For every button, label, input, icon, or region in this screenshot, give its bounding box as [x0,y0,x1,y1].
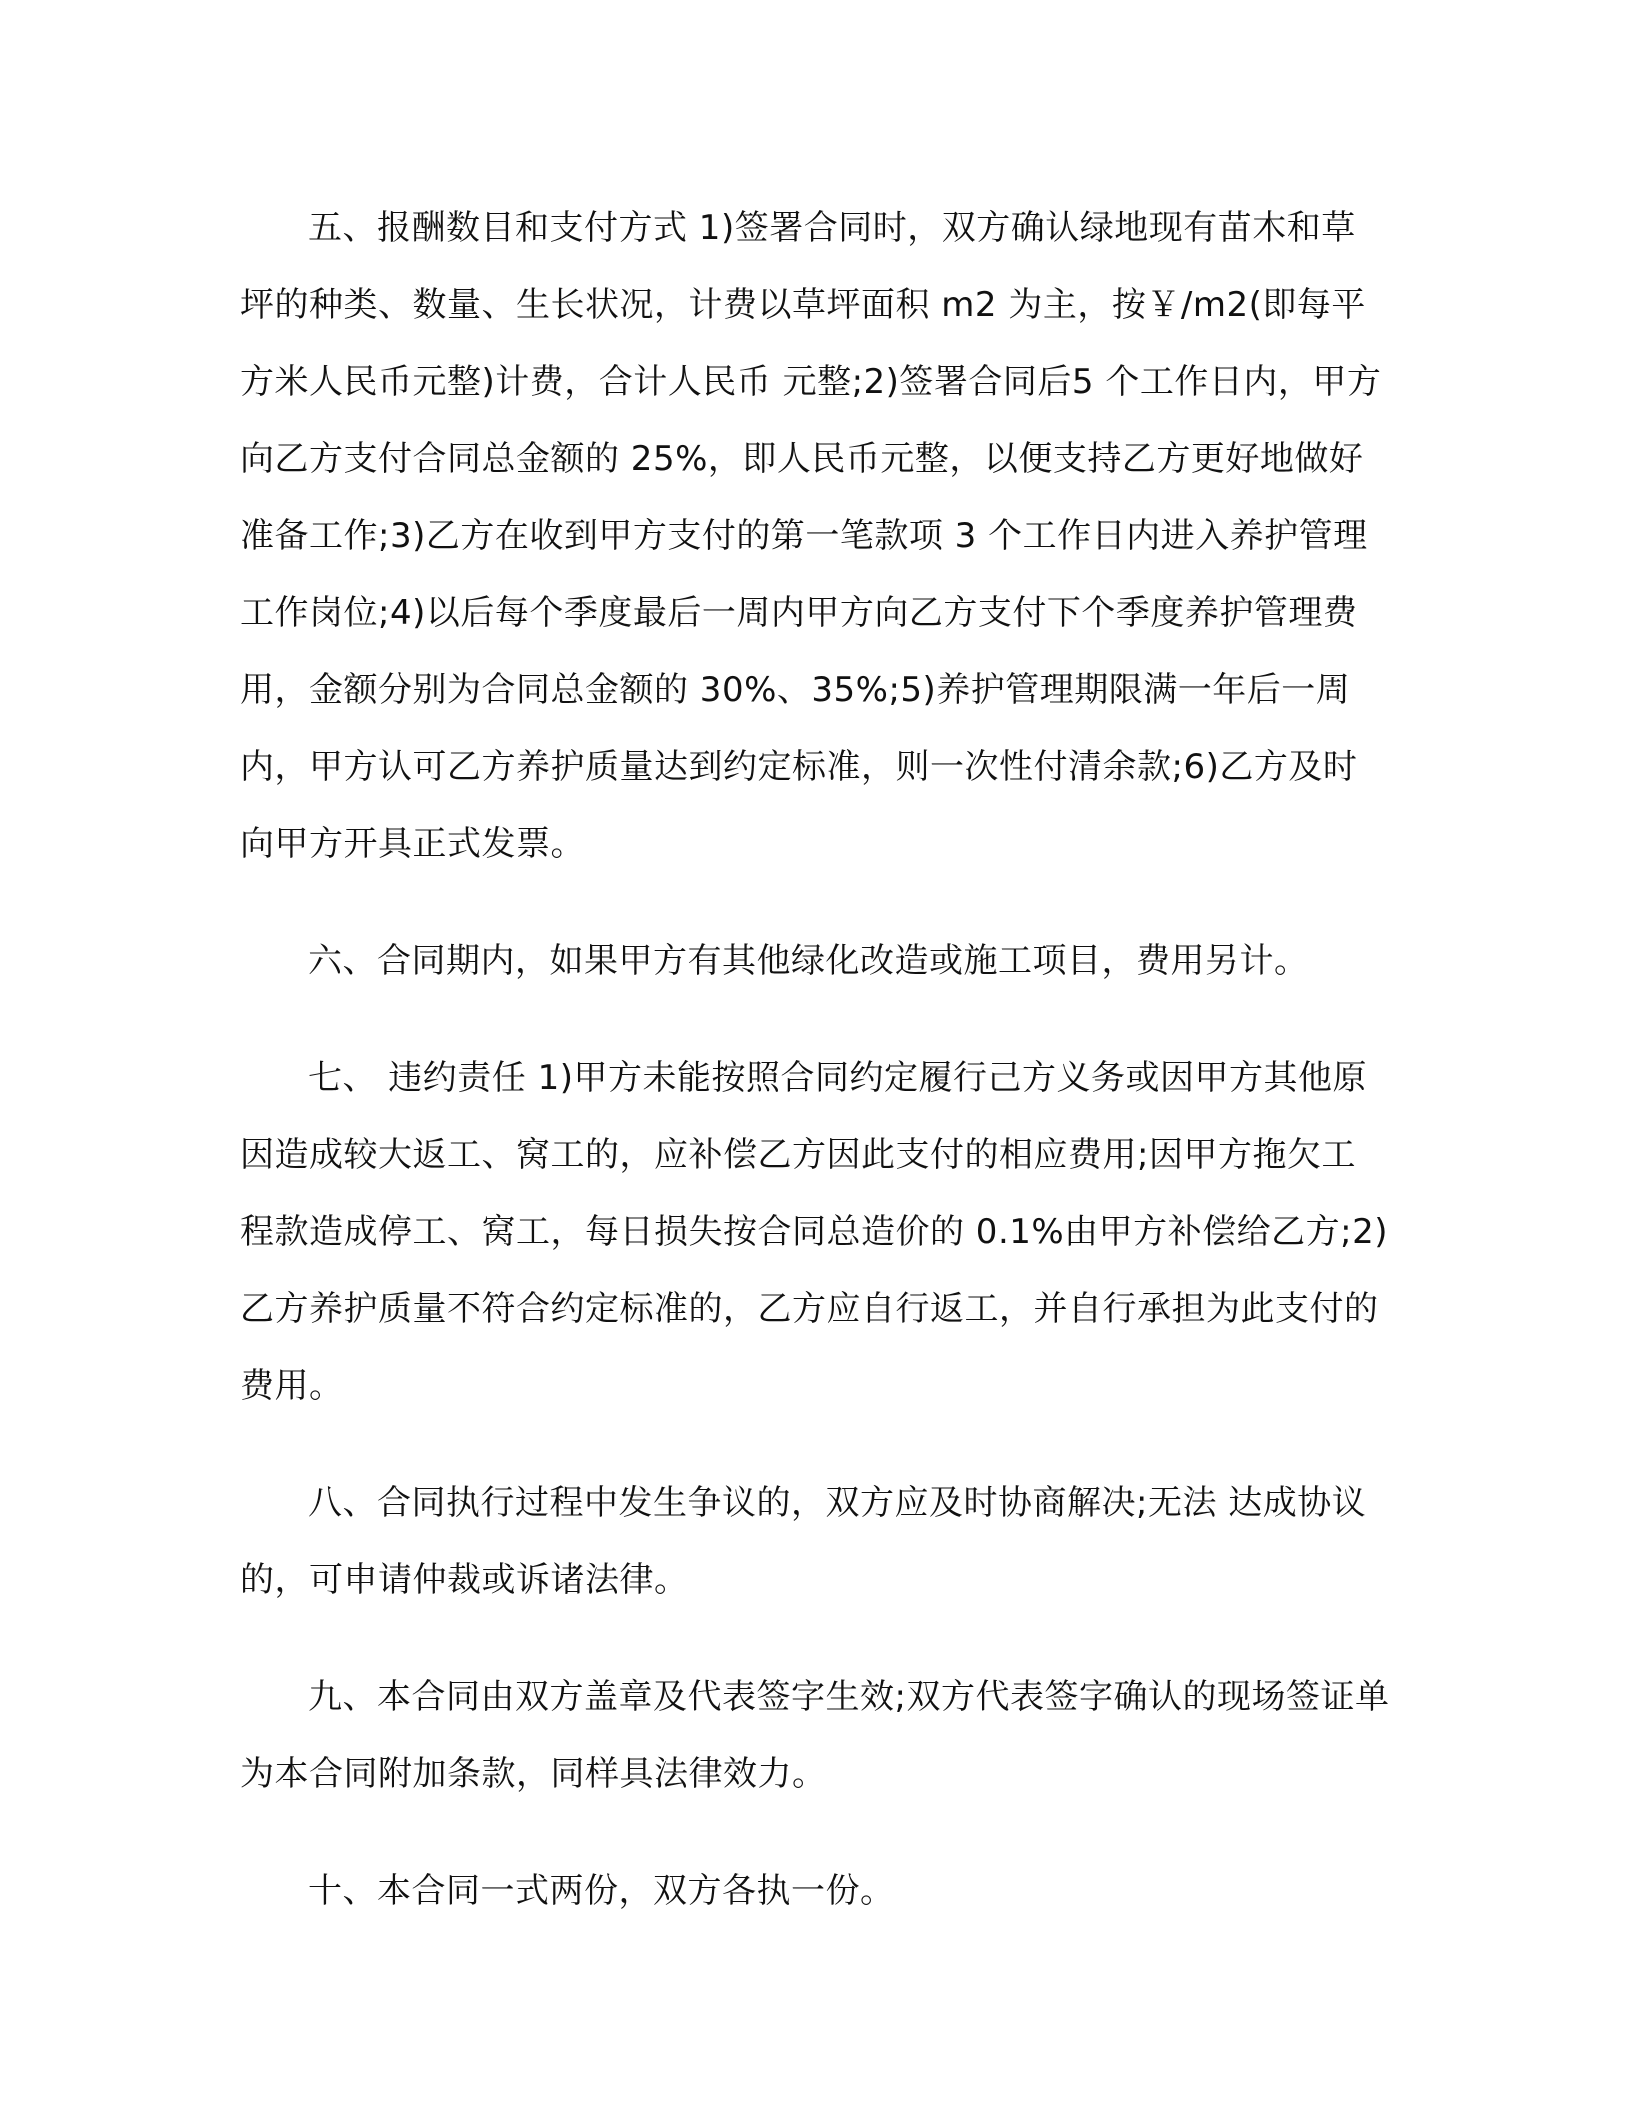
clause-five-payment: 五、报酬数目和支付方式 1)签署合同时，双方确认绿地现有苗木和草坪的种类、数量、生长状况，计费以草坪面积 m2 为主，按￥/m2(即每平方米人民币元整)计费，合计人民币 元整;2)签署合同后5 个工作日内，甲方向乙方支付合同总金额的 25%，即人民币元整，以便支持乙方更好地做好准备工作;3)乙方在收到甲方支付的第一笔款项 3 个工作日内进入养护管理工作岗位;4)以后每个季度最后一周内甲方向乙方支付下个季度养护管理费用，金额分别为合同总金额的 30%、35%;5)养护管理期限满一年后一周内，甲方认可乙方养护质量达到约定标准，则一次性付清余款;6)乙方及时向甲方开具正式发票。 [240,208,1382,864]
document-body [240,190,1390,1970]
clause-seven-liability: 七、 违约责任 1)甲方未能按照合同约定履行己方义务或因甲方其他原因造成较大返工、窝工的，应补偿乙方因此支付的相应费用;因甲方拖欠工程款造成停工、窝工，每日损失按合同总造价的 0.1%由甲方补偿给乙方;2)乙方养护质量不符合约定标准的，乙方应自行返工，并自行承担为此支付的费用。 [240,1058,1389,1406]
clause-six-additional-projects: 六、合同期内，如果甲方有其他绿化改造或施工项目，费用另计。 [308,941,1309,981]
clause-nine-effectiveness: 九、本合同由双方盖章及代表签字生效;双方代表签字确认的现场签证单为本合同附加条款，同样具法律效力。 [240,1677,1390,1794]
clause-eight-disputes: 八、合同执行过程中发生争议的，双方应及时协商解决;无法 达成协议的，可申请仲裁或诉诸法律。 [240,1483,1367,1600]
clause-ten-copies: 十、本合同一式两份，双方各执一份。 [308,1871,895,1911]
